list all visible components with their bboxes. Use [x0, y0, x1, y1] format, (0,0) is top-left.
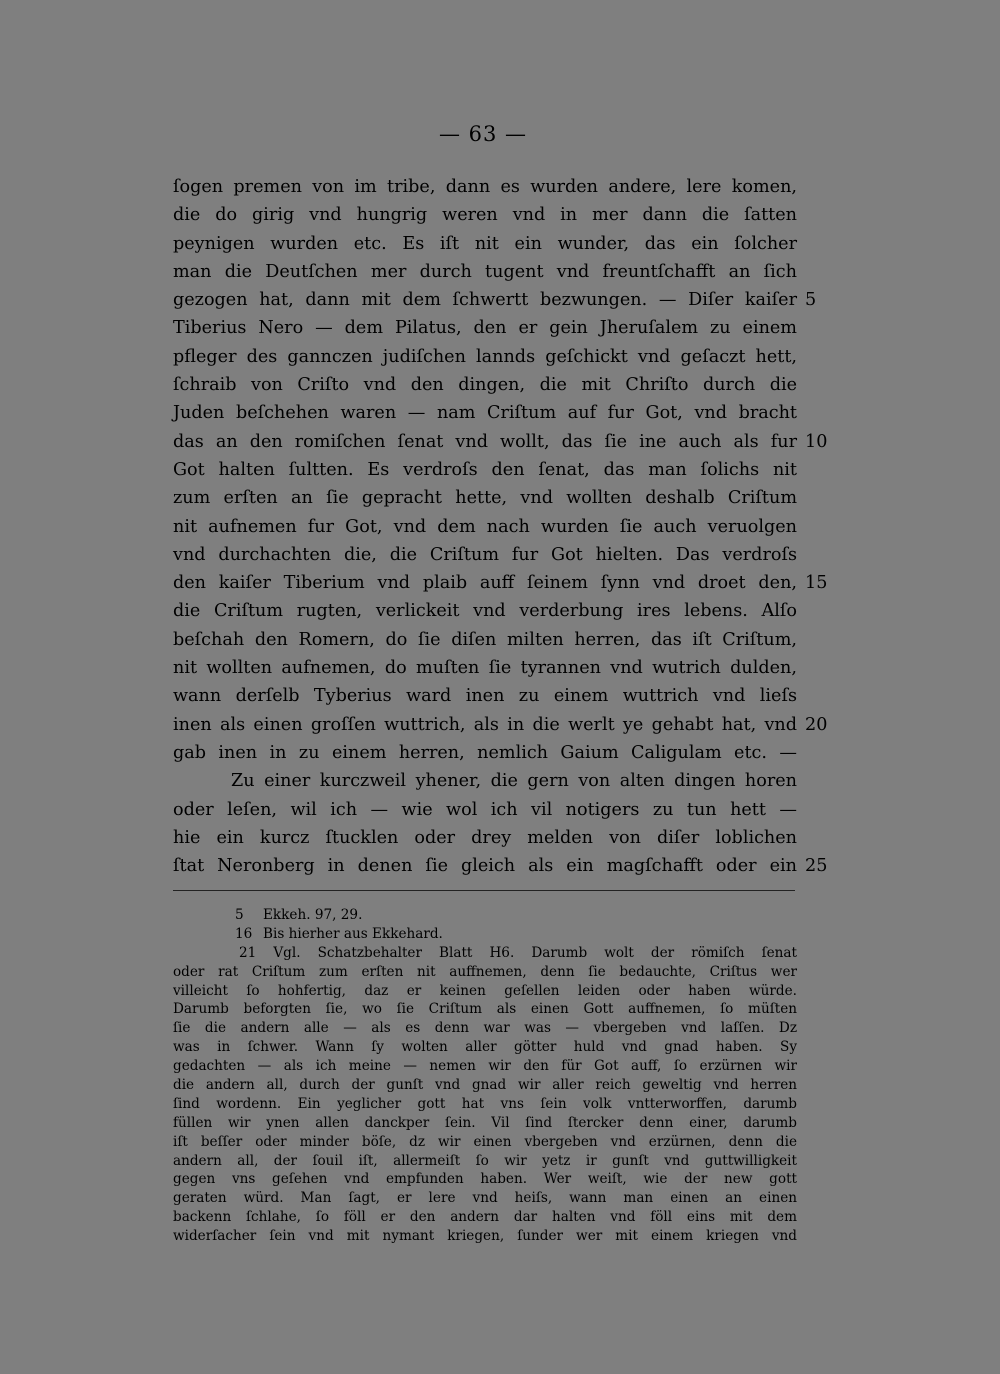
main-text — [173, 173, 828, 880]
line-text: ſchraib von Criſto vnd den dingen, die mit Chriſto durch die — [173, 375, 797, 396]
footnote-line: backenn ſchlahe, ſo föll er den andern dar halten vnd föll eins mit dem — [173, 1209, 797, 1226]
line-text: nit wollten aufnemen, do muſten ſie tyrannen vnd wutrich dulden, — [173, 658, 797, 679]
line-text: wann derſelb Tyberius ward inen zu einem wuttrich vnd lieſs — [173, 686, 797, 707]
line-number: 5 — [805, 290, 817, 311]
footnote-ref — [173, 906, 797, 925]
text-line — [173, 484, 797, 512]
text-line — [173, 258, 797, 286]
text-line — [173, 399, 797, 427]
line-text: Got halten ſultten. Es verdroſs den ſenat, das man ſolichs nit — [173, 459, 797, 480]
line-text: nit aufnemen fur Got, vnd dem nach wurden ſie auch veruolgen — [173, 516, 797, 537]
footnote-ref — [173, 925, 797, 944]
footnotes — [173, 906, 797, 1246]
line-text: hie ein kurcz ſtucklen oder drey melden von diſer loblichen — [173, 827, 797, 848]
line-text: den kaiſer Tiberium vnd plaib auff ſeinem ſynn vnd droet den, — [173, 573, 797, 594]
text-line — [173, 343, 797, 371]
line-text: die Criſtum rugten, verlickeit vnd verderbung ires lebens. Alſo — [173, 601, 797, 622]
line-number: 15 — [805, 573, 828, 594]
text-line — [173, 597, 797, 625]
footnote-line: 21 Vgl. Schatzbehalter Blatt H6. Darumb wolt der römiſch ſenat — [239, 944, 797, 961]
text-line — [173, 654, 797, 682]
text-line — [173, 541, 797, 569]
text-line — [173, 767, 797, 795]
text-line — [173, 739, 797, 767]
footnote-text: Ekkeh. 97, 29. — [263, 907, 363, 923]
footnote-line: ſind wordenn. Ein yeglicher gott hat vns ſein volk vntterworffen, darumb — [173, 1095, 797, 1112]
line-text: vnd durchachten die, die Criſtum fur Got hielten. Das verdroſs — [173, 544, 797, 565]
line-text: die do girig vnd hungrig weren vnd in mer dann die ſatten — [173, 205, 797, 226]
footnote-line: widerſacher ſein vnd mit nymant kriegen, ſunder wer mit einem kriegen vnd — [173, 1228, 797, 1245]
text-line — [173, 824, 797, 852]
line-text: Zu einer kurczweil yhener, die gern von alten dingen horen — [231, 771, 797, 792]
line-text: beſchah den Romern, do ſie diſen milten herren, das iſt Criſtum, — [173, 629, 797, 650]
footnote-number: 5 — [235, 907, 244, 923]
footnote-line: gegen vns geſehen vnd empfunden haben. Wer weiſt, wie der new gott — [173, 1171, 797, 1188]
text-line — [173, 314, 797, 342]
footnote-line: andern all, der ſouil iſt, allermeiſt ſo wir yetz ir gunſt vnd guttwilligkeit — [173, 1152, 797, 1169]
line-number: 10 — [805, 431, 828, 452]
footnote-separator — [173, 890, 795, 891]
line-text: oder leſen, wil ich — wie wol ich vil notigers zu tun hett — — [173, 799, 797, 820]
footnote-line: ſie die andern alle — als es denn war was — vbergeben vnd laſſen. Dz — [173, 1020, 797, 1037]
line-text: das an den romiſchen ſenat vnd wollt, das ſie ine auch als fur — [173, 431, 797, 452]
text-line — [173, 711, 828, 739]
line-number: 20 — [805, 714, 828, 735]
text-line — [173, 513, 797, 541]
line-text: gab inen in zu einem herren, nemlich Gaium Caligulam etc. — — [173, 742, 797, 763]
footnote-line: geraten würd. Man ſagt, er lere vnd heiſs, wann man einen an einen — [173, 1190, 797, 1207]
footnote-line: was in ſchwer. Wann ſy wolten aller götter huld vnd gnad haben. Sy — [173, 1039, 797, 1056]
line-text: peynigen wurden etc. Es iſt nit ein wunder, das ein ſolcher — [173, 233, 797, 254]
text-line — [173, 852, 828, 880]
text-line — [173, 286, 817, 314]
line-text: gezogen hat, dann mit dem ſchwertt bezwungen. — Diſer kaiſer — [173, 290, 797, 311]
footnote-line: füllen wir ynen allen danckper ſein. Vil ſind ſtercker denn einer, darumb — [173, 1114, 797, 1131]
footnote-line: villeicht ſo hohfertig, daz er keinen geſellen leiden oder haben würde. — [173, 982, 797, 999]
text-line — [173, 230, 797, 258]
text-line — [173, 569, 828, 597]
footnote-text: Bis hierher aus Ekkehard. — [263, 925, 443, 942]
text-line — [173, 796, 797, 824]
text-line — [173, 201, 797, 229]
text-line — [173, 428, 828, 456]
line-text: ſtat Neronberg in denen ſie gleich als ein magſchafft oder ein — [173, 856, 797, 877]
line-text: Juden beſchehen waren — nam Criſtum auf fur Got, vnd bracht — [173, 403, 797, 424]
line-text: man die Deutſchen mer durch tugent vnd freuntſchafft an ſich — [173, 261, 797, 282]
text-line — [173, 371, 797, 399]
line-text: zum erſten an ſie gepracht hette, vnd wollten deshalb Criſtum — [173, 488, 797, 509]
text-line — [173, 626, 797, 654]
line-number: 25 — [805, 856, 828, 877]
footnote-line: oder rat Criſtum zum erſten nit auffnemen, denn ſie bedauchte, Criſtus wer — [173, 963, 797, 980]
line-text: ſogen premen von im tribe, dann es wurden andere, lere komen, — [173, 177, 797, 197]
footnote-number: 16 — [235, 925, 253, 942]
text-line — [173, 173, 797, 201]
line-text: inen als einen groſſen wuttrich, als in die werlt ye gehabt hat, vnd — [173, 714, 797, 735]
footnote-line: iſt beſſer oder minder böſe, dz wir einen vbergeben vnd erzürnen, denn die — [173, 1133, 797, 1150]
footnote-line: die andern all, durch der gunſt vnd gnad wir aller reich geweltig vnd herren — [173, 1077, 797, 1094]
text-line — [173, 456, 797, 484]
line-text: Tiberius Nero — dem Pilatus, den er gein Jheruſalem zu einem — [173, 318, 797, 339]
footnote-line: Darumb beforgten ſie, wo ſie Criſtum als einen Gott auffnemen, ſo müſten — [173, 1001, 797, 1018]
footnote-line: gedachten — als ich meine — nemen wir den für Got auff, ſo erzürnen wir — [173, 1058, 797, 1075]
page-number: — 63 — — [438, 122, 528, 146]
text-line — [173, 682, 797, 710]
line-text: pfleger des gannczen judiſchen lannds geſchickt vnd geſaczt hett, — [173, 346, 797, 367]
